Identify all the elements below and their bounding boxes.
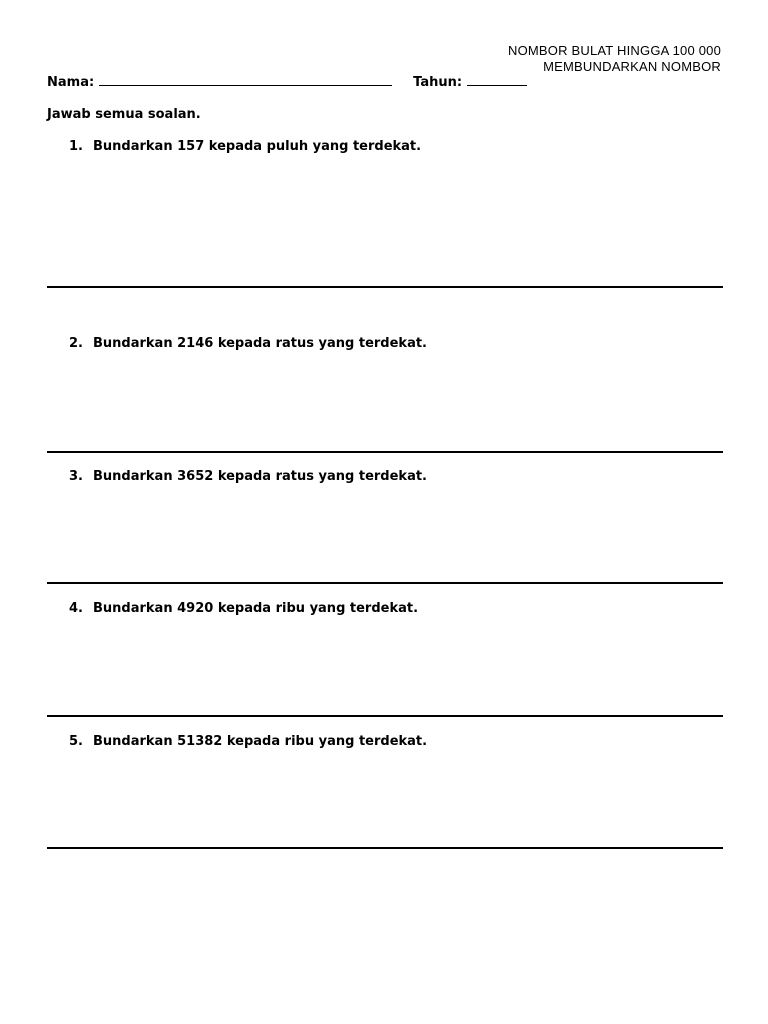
answer-line-5[interactable] <box>47 847 723 849</box>
question-5 <box>69 733 427 751</box>
answer-line-4[interactable] <box>47 715 723 717</box>
answer-line-2[interactable] <box>47 451 723 453</box>
question-3 <box>69 468 427 486</box>
question-2 <box>69 335 427 353</box>
question-number: 3. <box>69 469 83 484</box>
question-number: 4. <box>69 601 83 616</box>
instruction-text: Jawab semua soalan. <box>47 107 201 122</box>
question-1 <box>69 138 421 156</box>
question-text: Bundarkan 3652 kepada ratus yang terdekat. <box>93 469 427 484</box>
question-4 <box>69 600 418 618</box>
worksheet-header <box>508 43 721 75</box>
answer-line-1[interactable] <box>47 286 723 288</box>
question-text: Bundarkan 2146 kepada ratus yang terdekat. <box>93 336 427 351</box>
question-text: Bundarkan 4920 kepada ribu yang terdekat. <box>93 601 419 616</box>
name-label: Nama: <box>47 75 95 90</box>
question-text: Bundarkan 51382 kepada ribu yang terdekat. <box>93 734 428 749</box>
name-blank-line[interactable] <box>99 73 392 86</box>
year-blank-line[interactable] <box>467 73 527 86</box>
year-label: Tahun: <box>413 75 463 90</box>
subtopic-title: MEMBUNDARKAN NOMBOR <box>543 59 721 74</box>
question-number: 2. <box>69 336 83 351</box>
question-text: Bundarkan 157 kepada puluh yang terdekat. <box>93 139 422 154</box>
question-number: 5. <box>69 734 83 749</box>
student-info-row <box>47 73 527 92</box>
answer-line-3[interactable] <box>47 582 723 584</box>
topic-title: NOMBOR BULAT HINGGA 100 000 <box>508 43 721 58</box>
question-number: 1. <box>69 139 83 154</box>
